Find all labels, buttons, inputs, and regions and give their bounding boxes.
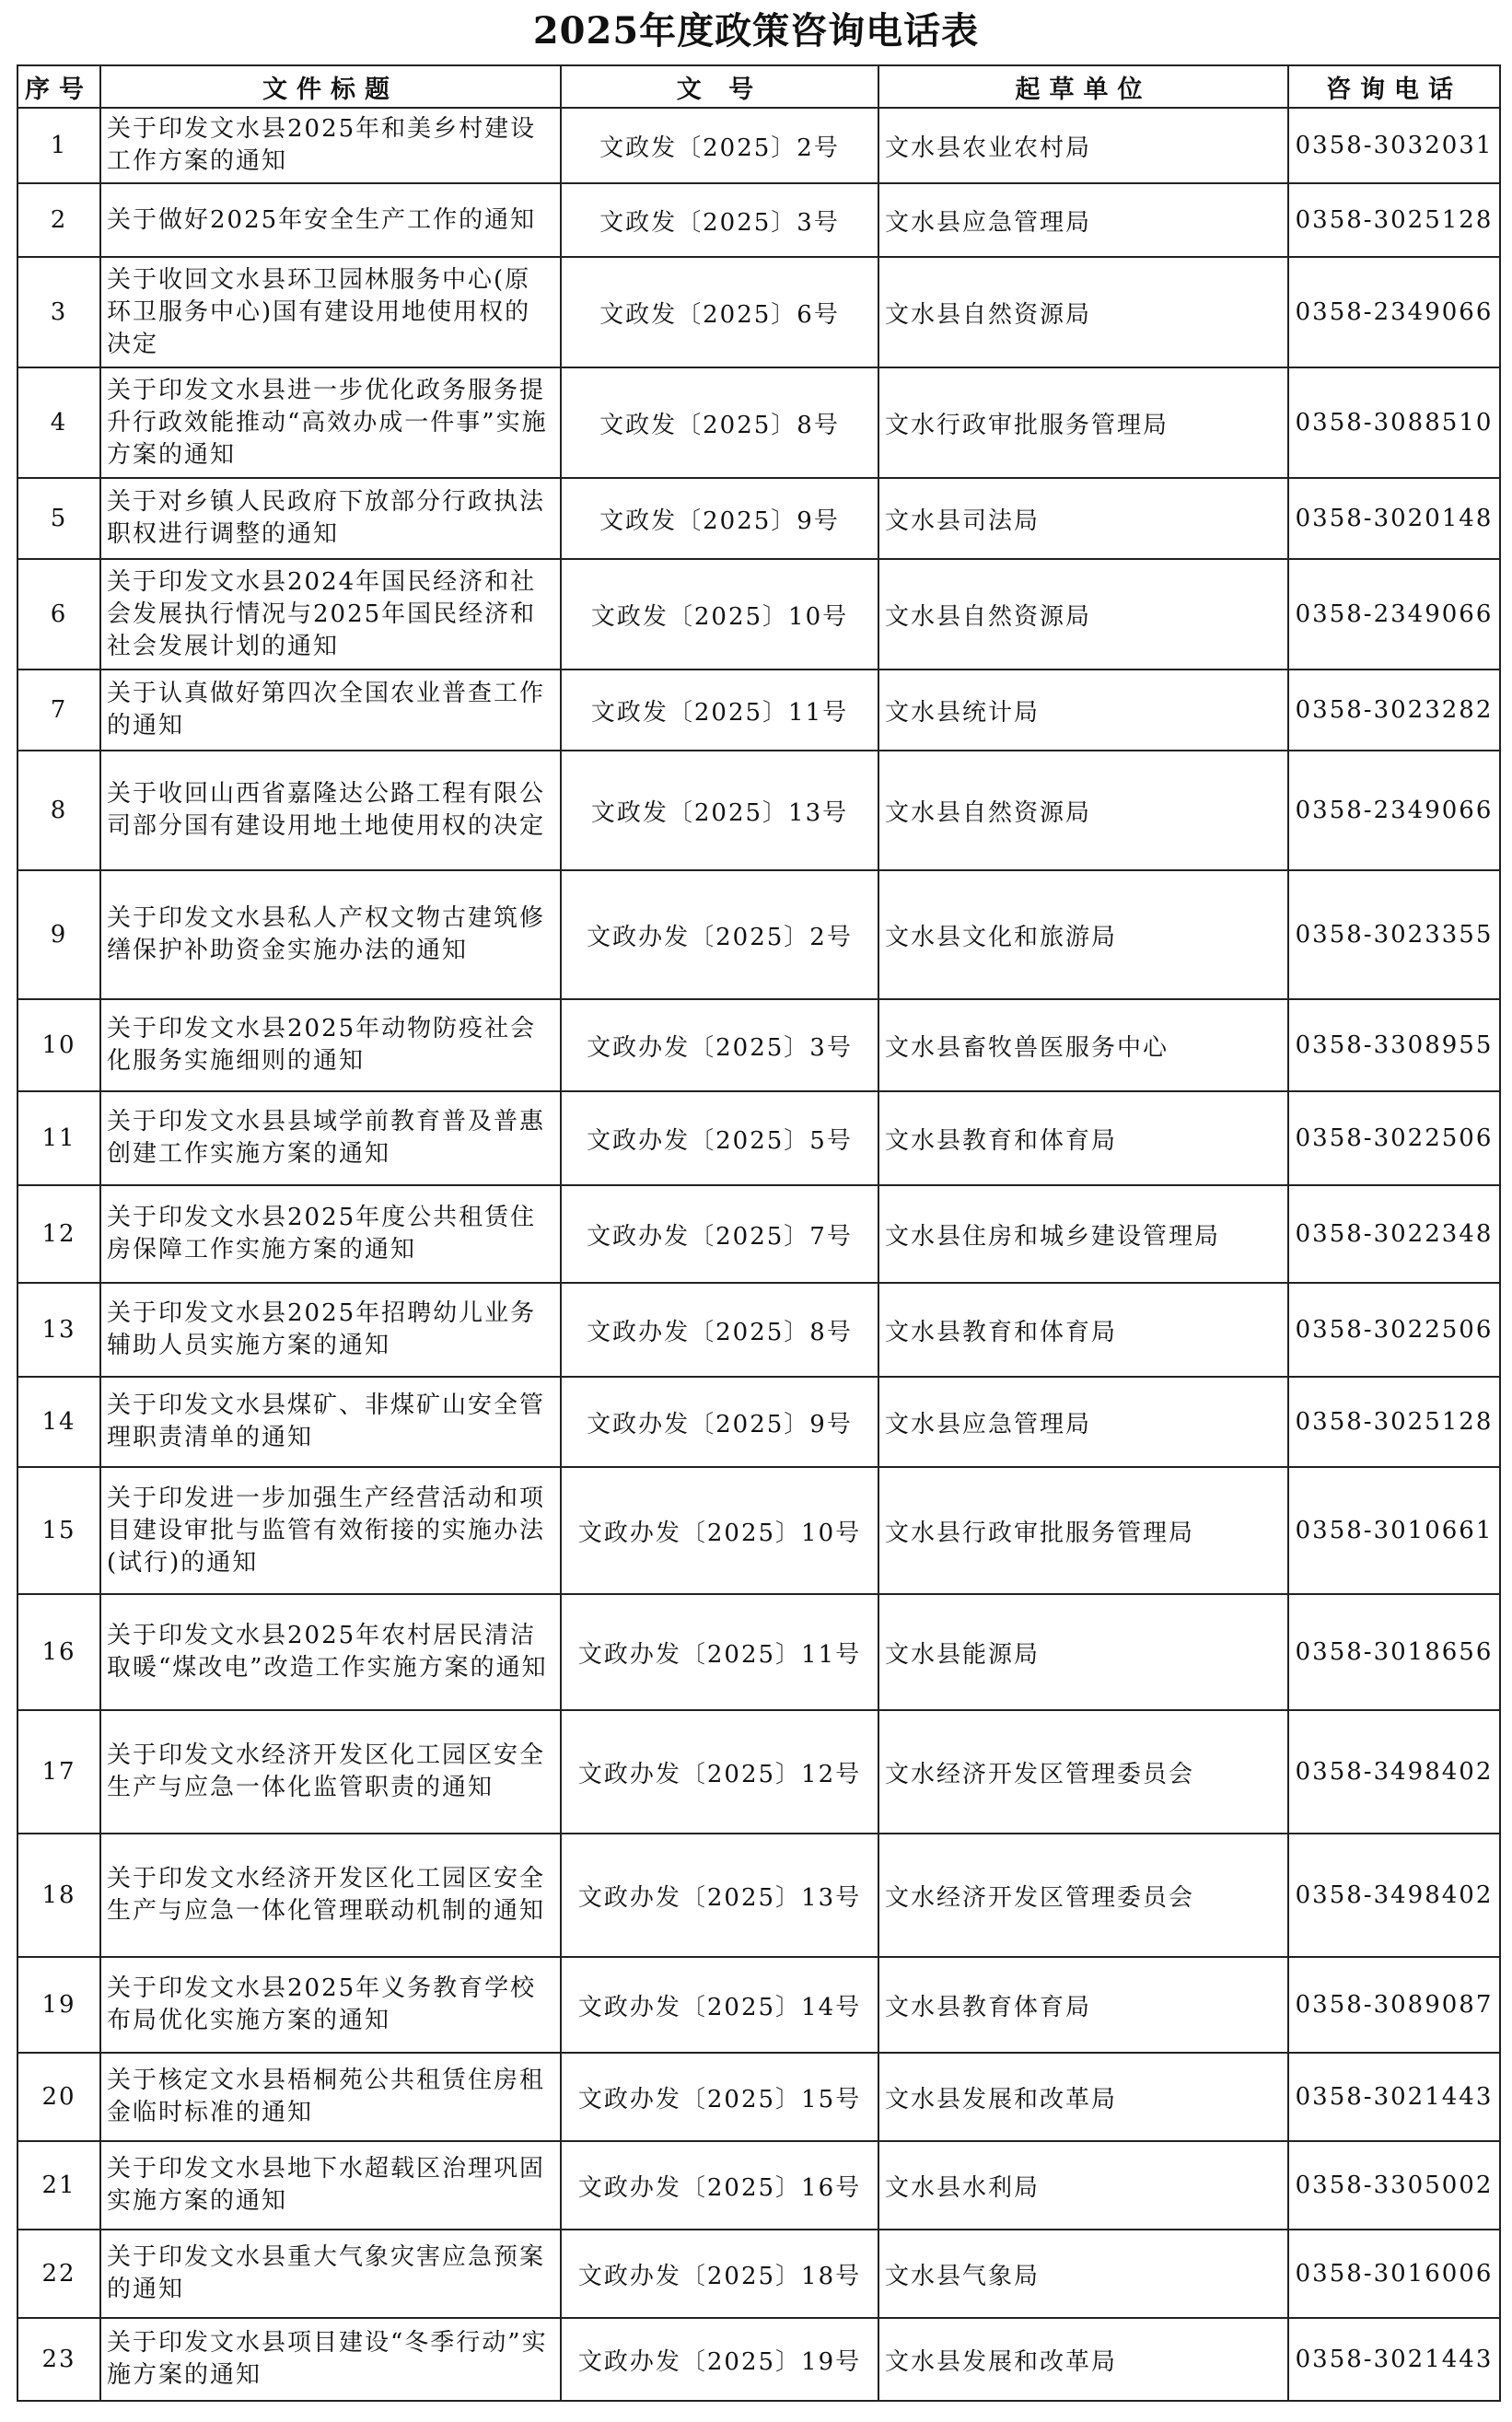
row-drafting-unit: 文水县发展和改革局	[878, 2053, 1288, 2141]
row-title: 关于印发文水县2025年和美乡村建设工作方案的通知	[100, 108, 561, 183]
row-doc-number: 文政办发〔2025〕13号	[561, 1834, 878, 1957]
table-row	[17, 1834, 1500, 1957]
table-row	[17, 257, 1500, 367]
row-number: 10	[17, 999, 100, 1091]
row-number: 21	[17, 2141, 100, 2230]
row-drafting-unit: 文水县气象局	[878, 2230, 1288, 2318]
row-doc-number: 文政办发〔2025〕18号	[561, 2230, 878, 2318]
table-row	[17, 751, 1500, 870]
row-phone: 0358-3022506	[1288, 1091, 1500, 1185]
row-number: 4	[17, 367, 100, 478]
row-phone: 0358-3089087	[1288, 1957, 1500, 2053]
row-number: 13	[17, 1283, 100, 1377]
row-title: 关于收回文水县环卫园林服务中心(原环卫服务中心)国有建设用地使用权的决定	[100, 257, 561, 367]
table-row	[17, 1091, 1500, 1185]
row-phone: 0358-3018656	[1288, 1594, 1500, 1710]
row-number: 8	[17, 751, 100, 870]
row-doc-number: 文政办发〔2025〕19号	[561, 2318, 878, 2401]
row-drafting-unit: 文水经济开发区管理委员会	[878, 1834, 1288, 1957]
row-phone: 0358-3022348	[1288, 1185, 1500, 1283]
row-phone: 0358-2349066	[1288, 559, 1500, 670]
row-number: 11	[17, 1091, 100, 1185]
document-title: 2025年度政策咨询电话表	[532, 9, 980, 52]
header-phone: 咨询电话	[1288, 65, 1500, 108]
row-title: 关于印发文水县县域学前教育普及普惠创建工作实施方案的通知	[100, 1091, 561, 1185]
row-doc-number: 文政办发〔2025〕15号	[561, 2053, 878, 2141]
table-row	[17, 1594, 1500, 1710]
row-doc-number: 文政发〔2025〕10号	[561, 559, 878, 670]
row-number: 20	[17, 2053, 100, 2141]
row-drafting-unit: 文水县自然资源局	[878, 751, 1288, 870]
row-number: 14	[17, 1377, 100, 1467]
row-phone: 0358-3023282	[1288, 670, 1500, 751]
table-row	[17, 670, 1500, 751]
row-doc-number: 文政发〔2025〕3号	[561, 183, 878, 257]
row-title: 关于核定文水县梧桐苑公共租赁住房租金临时标准的通知	[100, 2053, 561, 2141]
row-number: 9	[17, 870, 100, 999]
table-row	[17, 2230, 1500, 2318]
row-drafting-unit: 文水行政审批服务管理局	[878, 367, 1288, 478]
row-doc-number: 文政发〔2025〕13号	[561, 751, 878, 870]
row-drafting-unit: 文水县发展和改革局	[878, 2318, 1288, 2401]
row-phone: 0358-3022506	[1288, 1283, 1500, 1377]
row-phone: 0358-3020148	[1288, 478, 1500, 559]
row-doc-number: 文政办发〔2025〕3号	[561, 999, 878, 1091]
row-title: 关于印发文水县2024年国民经济和社会发展执行情况与2025年国民经济和社会发展计划的通知	[100, 559, 561, 670]
row-number: 3	[17, 257, 100, 367]
row-doc-number: 文政办发〔2025〕14号	[561, 1957, 878, 2053]
row-drafting-unit: 文水县教育和体育局	[878, 1283, 1288, 1377]
row-drafting-unit: 文水县自然资源局	[878, 559, 1288, 670]
row-phone: 0358-3010661	[1288, 1467, 1500, 1594]
table-row	[17, 1283, 1500, 1377]
row-title: 关于印发文水县2025年动物防疫社会化服务实施细则的通知	[100, 999, 561, 1091]
header-doc-no: 文 号	[561, 65, 878, 108]
row-title: 关于印发文水县2025年招聘幼儿业务辅助人员实施方案的通知	[100, 1283, 561, 1377]
row-doc-number: 文政发〔2025〕6号	[561, 257, 878, 367]
row-title: 关于印发文水经济开发区化工园区安全生产与应急一体化监管职责的通知	[100, 1710, 561, 1834]
row-title: 关于印发进一步加强生产经营活动和项目建设审批与监管有效衔接的实施办法(试行)的通知	[100, 1467, 561, 1594]
table-row	[17, 999, 1500, 1091]
row-title: 关于做好2025年安全生产工作的通知	[100, 183, 561, 257]
row-title: 关于印发文水县私人产权文物古建筑修缮保护补助资金实施办法的通知	[100, 870, 561, 999]
header-no: 序号	[17, 65, 100, 108]
row-doc-number: 文政办发〔2025〕8号	[561, 1283, 878, 1377]
row-phone: 0358-2349066	[1288, 257, 1500, 367]
table-row	[17, 559, 1500, 670]
row-number: 16	[17, 1594, 100, 1710]
row-doc-number: 文政办发〔2025〕10号	[561, 1467, 878, 1594]
row-phone: 0358-3032031	[1288, 108, 1500, 183]
row-drafting-unit: 文水经济开发区管理委员会	[878, 1710, 1288, 1834]
row-phone: 0358-3021443	[1288, 2053, 1500, 2141]
row-title: 关于印发文水县2025年义务教育学校布局优化实施方案的通知	[100, 1957, 561, 2053]
table-row	[17, 478, 1500, 559]
row-number: 15	[17, 1467, 100, 1594]
table-row	[17, 183, 1500, 257]
table-row	[17, 2053, 1500, 2141]
row-drafting-unit: 文水县文化和旅游局	[878, 870, 1288, 999]
row-doc-number: 文政发〔2025〕8号	[561, 367, 878, 478]
row-drafting-unit: 文水县能源局	[878, 1594, 1288, 1710]
row-title: 关于认真做好第四次全国农业普查工作的通知	[100, 670, 561, 751]
row-number: 18	[17, 1834, 100, 1957]
policy-consultation-table	[17, 64, 1501, 2402]
row-phone: 0358-3016006	[1288, 2230, 1500, 2318]
row-doc-number: 文政办发〔2025〕9号	[561, 1377, 878, 1467]
row-title: 关于印发文水县进一步优化政务服务提升行政效能推动“高效办成一件事”实施方案的通知	[100, 367, 561, 478]
header-title: 文件标题	[100, 65, 561, 108]
row-number: 1	[17, 108, 100, 183]
header-unit: 起草单位	[878, 65, 1288, 108]
row-phone: 0358-3023355	[1288, 870, 1500, 999]
row-doc-number: 文政办发〔2025〕5号	[561, 1091, 878, 1185]
row-phone: 0358-3305002	[1288, 2141, 1500, 2230]
row-title: 关于印发文水县2025年农村居民清洁取暖“煤改电”改造工作实施方案的通知	[100, 1594, 561, 1710]
row-phone: 0358-3498402	[1288, 1710, 1500, 1834]
table-row	[17, 1957, 1500, 2053]
row-drafting-unit: 文水县应急管理局	[878, 1377, 1288, 1467]
row-drafting-unit: 文水县住房和城乡建设管理局	[878, 1185, 1288, 1283]
table-row	[17, 1377, 1500, 1467]
row-number: 19	[17, 1957, 100, 2053]
row-phone: 0358-2349066	[1288, 751, 1500, 870]
row-phone: 0358-3025128	[1288, 183, 1500, 257]
row-number: 12	[17, 1185, 100, 1283]
row-title: 关于印发文水县重大气象灾害应急预案的通知	[100, 2230, 561, 2318]
row-drafting-unit: 文水县统计局	[878, 670, 1288, 751]
row-doc-number: 文政办发〔2025〕12号	[561, 1710, 878, 1834]
row-drafting-unit: 文水县农业农村局	[878, 108, 1288, 183]
row-number: 22	[17, 2230, 100, 2318]
row-doc-number: 文政发〔2025〕9号	[561, 478, 878, 559]
row-number: 5	[17, 478, 100, 559]
row-doc-number: 文政办发〔2025〕11号	[561, 1594, 878, 1710]
row-doc-number: 文政办发〔2025〕16号	[561, 2141, 878, 2230]
table-row	[17, 1185, 1500, 1283]
row-phone: 0358-3088510	[1288, 367, 1500, 478]
row-title: 关于印发文水县项目建设“冬季行动”实施方案的通知	[100, 2318, 561, 2401]
row-number: 23	[17, 2318, 100, 2401]
row-drafting-unit: 文水县自然资源局	[878, 257, 1288, 367]
row-number: 7	[17, 670, 100, 751]
row-phone: 0358-3025128	[1288, 1377, 1500, 1467]
row-drafting-unit: 文水县应急管理局	[878, 183, 1288, 257]
row-title: 关于对乡镇人民政府下放部分行政执法职权进行调整的通知	[100, 478, 561, 559]
row-drafting-unit: 文水县司法局	[878, 478, 1288, 559]
row-phone: 0358-3021443	[1288, 2318, 1500, 2401]
table-row	[17, 1710, 1500, 1834]
table-row	[17, 1467, 1500, 1594]
row-title: 关于印发文水县地下水超载区治理巩固实施方案的通知	[100, 2141, 561, 2230]
table-row	[17, 870, 1500, 999]
row-doc-number: 文政办发〔2025〕2号	[561, 870, 878, 999]
row-drafting-unit: 文水县水利局	[878, 2141, 1288, 2230]
table-row	[17, 2141, 1500, 2230]
row-number: 17	[17, 1710, 100, 1834]
table-row	[17, 108, 1500, 183]
row-drafting-unit: 文水县行政审批服务管理局	[878, 1467, 1288, 1594]
row-doc-number: 文政发〔2025〕11号	[561, 670, 878, 751]
row-doc-number: 文政发〔2025〕2号	[561, 108, 878, 183]
row-title: 关于收回山西省嘉隆达公路工程有限公司部分国有建设用地土地使用权的决定	[100, 751, 561, 870]
row-title: 关于印发文水经济开发区化工园区安全生产与应急一体化管理联动机制的通知	[100, 1834, 561, 1957]
table-row	[17, 2318, 1500, 2401]
row-title: 关于印发文水县2025年度公共租赁住房保障工作实施方案的通知	[100, 1185, 561, 1283]
row-number: 6	[17, 559, 100, 670]
table-row	[17, 367, 1500, 478]
row-drafting-unit: 文水县畜牧兽医服务中心	[878, 999, 1288, 1091]
row-drafting-unit: 文水县教育体育局	[878, 1957, 1288, 2053]
row-number: 2	[17, 183, 100, 257]
row-title: 关于印发文水县煤矿、非煤矿山安全管理职责清单的通知	[100, 1377, 561, 1467]
row-doc-number: 文政办发〔2025〕7号	[561, 1185, 878, 1283]
row-phone: 0358-3498402	[1288, 1834, 1500, 1957]
row-drafting-unit: 文水县教育和体育局	[878, 1091, 1288, 1185]
row-phone: 0358-3308955	[1288, 999, 1500, 1091]
table-header-row	[17, 65, 1500, 108]
